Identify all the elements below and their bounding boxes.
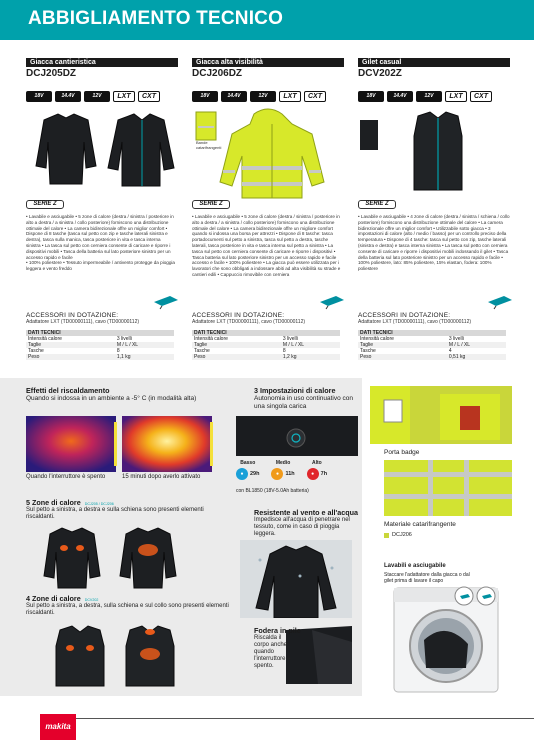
wind-title: Resistente al vento e all'acqua	[254, 508, 358, 517]
tech-header: DATI TECNICI	[26, 330, 174, 336]
accessories-text: Adattatore LXT (TD00000111), cavo (TD00000112)	[192, 319, 306, 325]
battery-badge-icon: 12V	[84, 91, 110, 102]
thermal-caption-on: 15 minuti dopo averlo attivato	[122, 474, 201, 480]
control-button-image	[236, 416, 358, 456]
model-number: DCV202Z	[358, 68, 402, 79]
reflective-label: Bande catarifrangenti	[196, 140, 222, 150]
vest-image	[358, 106, 510, 196]
table-row: Intensità calore 3 livelli	[28, 336, 132, 342]
table-row: Tasche 8	[194, 348, 286, 354]
tech-header: DATI TECNICI	[358, 330, 506, 336]
reflective-material-image	[384, 460, 512, 516]
adapter-icon	[152, 290, 180, 310]
tech-table	[26, 330, 174, 360]
battery-badge-icon: 18V	[192, 91, 218, 102]
table-row: Peso 0,51 kg	[358, 354, 506, 360]
page-title: ABBIGLIAMENTO TECNICO	[28, 8, 284, 29]
jacket-image	[26, 106, 178, 196]
table-row: Peso 1,2 kg	[192, 354, 340, 360]
accessories-title: ACCESSORI IN DOTAZIONE:	[358, 312, 451, 319]
high-heat-icon: ●	[307, 468, 319, 480]
zones4-heading	[26, 594, 98, 603]
makita-logo: makita	[40, 714, 76, 740]
battery-badge-icon: 18V	[26, 91, 52, 102]
tech-table	[358, 330, 506, 360]
cxt-logo: CXT	[138, 91, 160, 102]
washing-machine-image	[384, 584, 512, 694]
badge-row	[192, 90, 326, 102]
zones4-models: DCV202	[84, 598, 99, 602]
heating-text: Quando si indossa in un ambiente a -5° C (in modalità alta)	[26, 395, 197, 402]
category-bar: Giacca alta visibilità	[192, 58, 344, 67]
badge-row	[358, 90, 492, 102]
heat-level: Basso ● 29h	[236, 460, 259, 480]
series-z-logo: SERIE Z	[26, 200, 64, 209]
heat-levels	[236, 460, 327, 480]
lxt-logo: LXT	[279, 91, 301, 102]
reflective-label: Materiale catarifrangente	[384, 521, 456, 528]
heating-title: Effetti del riscaldamento	[26, 386, 110, 395]
low-heat-icon: ●	[236, 468, 248, 480]
accessories-title: ACCESSORI IN DOTAZIONE:	[26, 312, 119, 319]
battery-badge-icon: 14.4V	[55, 91, 81, 102]
lxt-logo: LXT	[445, 91, 467, 102]
table-row: Peso 1,1 kg	[26, 354, 174, 360]
wash-text: Staccare l'adattatore dalla giacca o dal gilet prima di lavare il capo	[384, 572, 470, 584]
tech-header: DATI TECNICI	[192, 330, 340, 336]
category-bar: Giacca cantieristica	[26, 58, 178, 67]
settings-text: Autonomia in uso continuativo con una singola carica	[254, 395, 354, 410]
zones5-models: DCJ205 / DCJ206	[84, 502, 114, 506]
model-number: DCJ206DZ	[192, 68, 243, 79]
table-row: Tasche 4	[360, 348, 452, 354]
cxt-logo: CXT	[304, 91, 326, 102]
zones5-images	[40, 526, 190, 590]
battery-badge-icon: 12V	[250, 91, 276, 102]
model-number: DCJ205DZ	[26, 68, 77, 79]
badge-holder-label: Porta badge	[384, 449, 420, 456]
medium-heat-icon: ●	[271, 468, 283, 480]
table-row: Taglie M / L / XL	[358, 342, 506, 348]
battery-badge-icon: 14.4V	[221, 91, 247, 102]
zones5-heading	[26, 498, 114, 507]
series-z-logo: SERIE Z	[192, 200, 230, 209]
lxt-logo: LXT	[113, 91, 135, 102]
heat-level: Alto ● 7h	[307, 460, 327, 480]
heat-level: Medio ● 11h	[271, 460, 294, 480]
thermal-caption-off: Quando l'interruttore è spento	[26, 474, 106, 480]
reflective-model-row	[384, 532, 412, 538]
battery-badge-icon: 14.4V	[387, 91, 413, 102]
accessories-text: Adattatore LXT (TD00000111), cavo (TD00000112)	[358, 319, 472, 325]
table-row: Intensità calore 3 livelli	[194, 336, 298, 342]
product-description: • Lavabile e asciugabile • 5 zone di calore (destra / sinistra / posteriore in alto a destra / a sinistra / collo posteriore) forniscono una distribuzione ottimale del calore • La camera bidirezionale offre un miglior comfort • Dispone di 8 tasche (tasca sul petto con zip e tasche laterali sinistra e destra), tasca sulla manica, tasca posteriore in vita e tasca interna sinistra • La tasca sul petto con cerniera consente di caricare e riporre i dispositivi mobili • Tasca della batteria sul lato posteriore sinistro per un accesso rapido e facile • 100% poliestere • Tessuto impermeabile / antivento protegge da pioggia leggera e vento freddo	[26, 214, 175, 272]
battery-badge-icon: 12V	[416, 91, 442, 102]
rain-jacket-image	[240, 540, 352, 618]
zones4-images	[50, 624, 180, 690]
table-row: Taglie M / L / XL	[192, 342, 340, 348]
thermal-images	[26, 416, 226, 472]
product-description: • Lavabile e asciugabile • 4 zone di calore (destra / sinistra / schiena / collo posteriore) forniscono una distribuzione ottimale del calore • La camera bidirezionale offre un miglior comfort • Utilizzabile sotto giacca • 3 impostazioni di calore (alto / medio / basso) per un controllo preciso della temperatura • Dispone di 4 tasche: tasca sul petto con zip, tasche laterali (sinistra e destra) e tasca interna sinistra • La tasca sul petto con cerniera consente di caricare e riporre i dispositivi mobili indossando il gilet • Tasca della batteria sul lato posteriore sinistro per un accesso rapido e facile • 100% poliestere, lato: 85% poliestere, 15% elastan, fodera: 100% poliestere	[358, 214, 510, 272]
reflective-model: DCJ206	[392, 532, 412, 538]
badge-row	[26, 90, 160, 102]
series-z-logo: SERIE Z	[358, 200, 396, 209]
footer-rule	[70, 718, 534, 719]
battery-badge-icon: 18V	[358, 91, 384, 102]
hi-vis-jacket-image	[192, 104, 344, 200]
category-bar: Gilet casual	[358, 58, 510, 67]
zones4-text: Sul petto a sinistra, a destra, sulla schiena e sul collo sono presenti elementi riscaldanti.	[26, 603, 229, 616]
accessories-title: ACCESSORI IN DOTAZIONE:	[192, 312, 285, 319]
badge-holder-image	[370, 386, 512, 444]
adapter-icon	[486, 290, 514, 310]
zones5-text: Sul petto a sinistra, a destra e sulla schiena sono presenti elementi riscaldanti.	[26, 507, 204, 520]
zones4-title: 4 Zone di calore	[26, 594, 81, 603]
table-row: Taglie M / L / XL	[26, 342, 174, 348]
battery-note: con BL1850 (18V-5.0Ah batteria)	[236, 488, 309, 494]
yellow-swatch-icon	[384, 533, 389, 538]
accessories-text: Adattatore LXT (TD00000111), cavo (TD00000112)	[26, 319, 140, 325]
lining-title: Fodera in pile	[254, 626, 301, 635]
zones5-title: 5 Zone di calore	[26, 498, 81, 507]
tech-table	[192, 330, 340, 360]
wind-text: Impedisce all'acqua di penetrare nel tessuto, come in caso di pioggia leggera.	[254, 517, 350, 537]
table-row: Tasche 8	[28, 348, 120, 354]
lining-text: Riscalda il corpo anche quando l'interruttore è spento.	[254, 635, 291, 669]
adapter-icon	[318, 290, 346, 310]
table-row: Intensità calore 3 livelli	[360, 336, 464, 342]
wash-title: Lavabili e asciugabile	[384, 563, 446, 569]
cxt-logo: CXT	[470, 91, 492, 102]
settings-title: 3 Impostazioni di calore	[254, 386, 336, 395]
product-description: • Lavabile e asciugabile • 5 zone di calore (destra / sinistra / posteriore in alto a destra / a sinistra / collo posteriore) forniscono una distribuzione ottimale del calore • La camera bidirezionale offre un migliore comfort quando si indossa una borsa per attrezzi • Dispone di 8 tasche: tasca portadocumenti sul petto a sinistra, tasca sul petto a destra, tasche laterali, tasca posteriore in vita e tasca interna sul petto a sinistra • La tasca sul petto con cerniera consente di caricare e riporre i dispositivi • Tasca batteria sul lato posteriore sinistro per un accesso rapido e facile accesso e facile • 100% poliestere • La giacca può essere utilizzata per i lavoratori che sono obbligati a indossare abiti ad alta visibilità su strade e cantieri edili • Cappuccio rimovibile con cerniera	[192, 214, 341, 277]
